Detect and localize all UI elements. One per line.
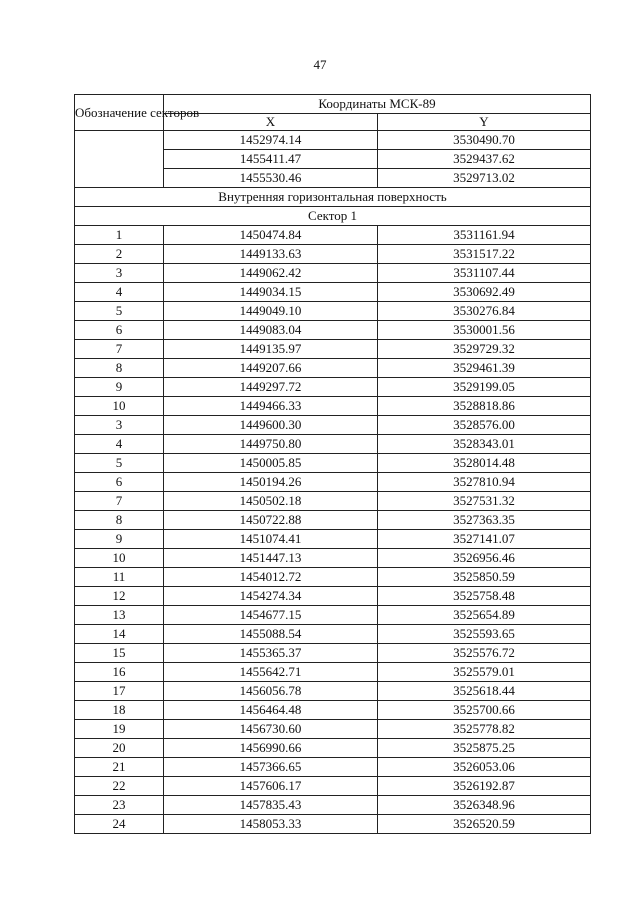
cell-x: 1456464.48 [164,701,378,720]
cell-x: 1449600.30 [164,416,378,435]
cell-y: 3527363.35 [378,511,591,530]
table-row [75,568,591,587]
table-row [75,169,591,188]
cell-x: 1449207.66 [164,359,378,378]
table-row [75,378,591,397]
cell-x: 1452974.14 [164,131,378,150]
cell-point-number: 4 [75,435,164,454]
cell-y: 3530490.70 [378,131,591,150]
header-sector-designation: Обозначение секторов [75,95,164,131]
cell-y: 3527810.94 [378,473,591,492]
table-row [75,701,591,720]
cell-y: 3526520.59 [378,815,591,834]
table-row [75,131,591,150]
cell-x: 1449297.72 [164,378,378,397]
cell-x: 1456990.66 [164,739,378,758]
cell-point-number: 8 [75,511,164,530]
cell-point-number: 3 [75,416,164,435]
cell-x: 1454012.72 [164,568,378,587]
cell-y: 3526053.06 [378,758,591,777]
table-row [75,264,591,283]
table-row [75,302,591,321]
table-row [75,283,591,302]
cell-x: 1455365.37 [164,644,378,663]
cell-point-number: 19 [75,720,164,739]
table-row [75,815,591,834]
table-row [75,454,591,473]
cell-y: 3525579.01 [378,663,591,682]
cell-point-number: 14 [75,625,164,644]
cell-y: 3526348.96 [378,796,591,815]
top-rows [75,131,591,188]
cell-y: 3528014.48 [378,454,591,473]
cell-y: 3528576.00 [378,416,591,435]
cell-y: 3530276.84 [378,302,591,321]
cell-x: 1450194.26 [164,473,378,492]
cell-y: 3525875.25 [378,739,591,758]
cell-y: 3525654.89 [378,606,591,625]
cell-point-number: 20 [75,739,164,758]
cell-y: 3525593.65 [378,625,591,644]
table-row [75,245,591,264]
section-title-row [75,188,591,207]
cell-y: 3529461.39 [378,359,591,378]
cell-y: 3530692.49 [378,283,591,302]
cell-point-number: 9 [75,530,164,549]
cell-point-number: 24 [75,815,164,834]
cell-y: 3525700.66 [378,701,591,720]
cell-point-number: 7 [75,492,164,511]
table-row [75,492,591,511]
cell-y: 3529199.05 [378,378,591,397]
cell-y: 3525758.48 [378,587,591,606]
cell-point-number: 6 [75,321,164,340]
cell-point-number: 18 [75,701,164,720]
cell-point-number: 13 [75,606,164,625]
cell-point-number: 7 [75,340,164,359]
sector-title: Сектор 1 [75,207,591,226]
cell-x: 1450502.18 [164,492,378,511]
page-number: 47 [313,57,327,72]
header-y: Y [378,114,591,131]
cell-x: 1457606.17 [164,777,378,796]
sector-title-row [75,207,591,226]
table-row [75,739,591,758]
cell-y: 3529729.32 [378,340,591,359]
cell-x: 1449083.04 [164,321,378,340]
cell-point-number: 16 [75,663,164,682]
cell-x: 1456056.78 [164,682,378,701]
cell-x: 1449049.10 [164,302,378,321]
cell-point-number: 12 [75,587,164,606]
cell-x: 1451074.41 [164,530,378,549]
cell-point-number: 10 [75,397,164,416]
cell-y: 3528343.01 [378,435,591,454]
empty-cell [75,131,164,150]
table-row [75,473,591,492]
cell-x: 1454677.15 [164,606,378,625]
cell-x: 1455530.46 [164,169,378,188]
cell-point-number: 5 [75,302,164,321]
table-row [75,549,591,568]
cell-x: 1455411.47 [164,150,378,169]
cell-point-number: 8 [75,359,164,378]
cell-y: 3531161.94 [378,226,591,245]
cell-point-number: 17 [75,682,164,701]
cell-y: 3527531.32 [378,492,591,511]
cell-point-number: 11 [75,568,164,587]
table-row [75,625,591,644]
table-row [75,796,591,815]
cell-x: 1450722.88 [164,511,378,530]
cell-y: 3525576.72 [378,644,591,663]
cell-point-number: 4 [75,283,164,302]
table-row [75,511,591,530]
cell-x: 1451447.13 [164,549,378,568]
coordinates-table [74,94,591,834]
cell-x: 1449062.42 [164,264,378,283]
cell-point-number: 23 [75,796,164,815]
empty-cell [75,150,164,169]
table-row [75,226,591,245]
cell-x: 1455642.71 [164,663,378,682]
table-row [75,606,591,625]
cell-x: 1458053.33 [164,815,378,834]
table-row [75,416,591,435]
cell-point-number: 10 [75,549,164,568]
table-row [75,644,591,663]
table-row [75,530,591,549]
cell-y: 3528818.86 [378,397,591,416]
cell-y: 3527141.07 [378,530,591,549]
cell-y: 3526956.46 [378,549,591,568]
table-row [75,321,591,340]
cell-x: 1450474.84 [164,226,378,245]
cell-x: 1449750.80 [164,435,378,454]
table-row [75,435,591,454]
cell-y: 3525618.44 [378,682,591,701]
cell-y: 3531517.22 [378,245,591,264]
header-x: X [164,114,378,131]
sector-rows [75,226,591,834]
cell-point-number: 1 [75,226,164,245]
cell-x: 1457835.43 [164,796,378,815]
cell-x: 1449034.15 [164,283,378,302]
cell-point-number: 15 [75,644,164,663]
cell-y: 3531107.44 [378,264,591,283]
cell-y: 3525778.82 [378,720,591,739]
table-row [75,758,591,777]
cell-point-number: 3 [75,264,164,283]
cell-y: 3529713.02 [378,169,591,188]
cell-y: 3530001.56 [378,321,591,340]
cell-y: 3529437.62 [378,150,591,169]
table-row [75,663,591,682]
cell-x: 1449133.63 [164,245,378,264]
table-row [75,359,591,378]
cell-x: 1454274.34 [164,587,378,606]
cell-y: 3526192.87 [378,777,591,796]
cell-point-number: 22 [75,777,164,796]
table-row [75,720,591,739]
table-row [75,340,591,359]
empty-cell [75,169,164,188]
cell-point-number: 2 [75,245,164,264]
cell-x: 1457366.65 [164,758,378,777]
table-header-row [75,95,591,114]
cell-point-number: 6 [75,473,164,492]
section-title: Внутренняя горизонтальная поверхность [75,188,591,207]
cell-x: 1456730.60 [164,720,378,739]
header-coordinates: Координаты МСК-89 [164,95,591,114]
table-row [75,777,591,796]
cell-x: 1449135.97 [164,340,378,359]
cell-point-number: 21 [75,758,164,777]
cell-x: 1450005.85 [164,454,378,473]
cell-x: 1449466.33 [164,397,378,416]
table-row [75,150,591,169]
cell-y: 3525850.59 [378,568,591,587]
cell-point-number: 9 [75,378,164,397]
cell-point-number: 5 [75,454,164,473]
table-row [75,682,591,701]
table-row [75,587,591,606]
section-rows [75,188,591,226]
table-row [75,397,591,416]
cell-x: 1455088.54 [164,625,378,644]
